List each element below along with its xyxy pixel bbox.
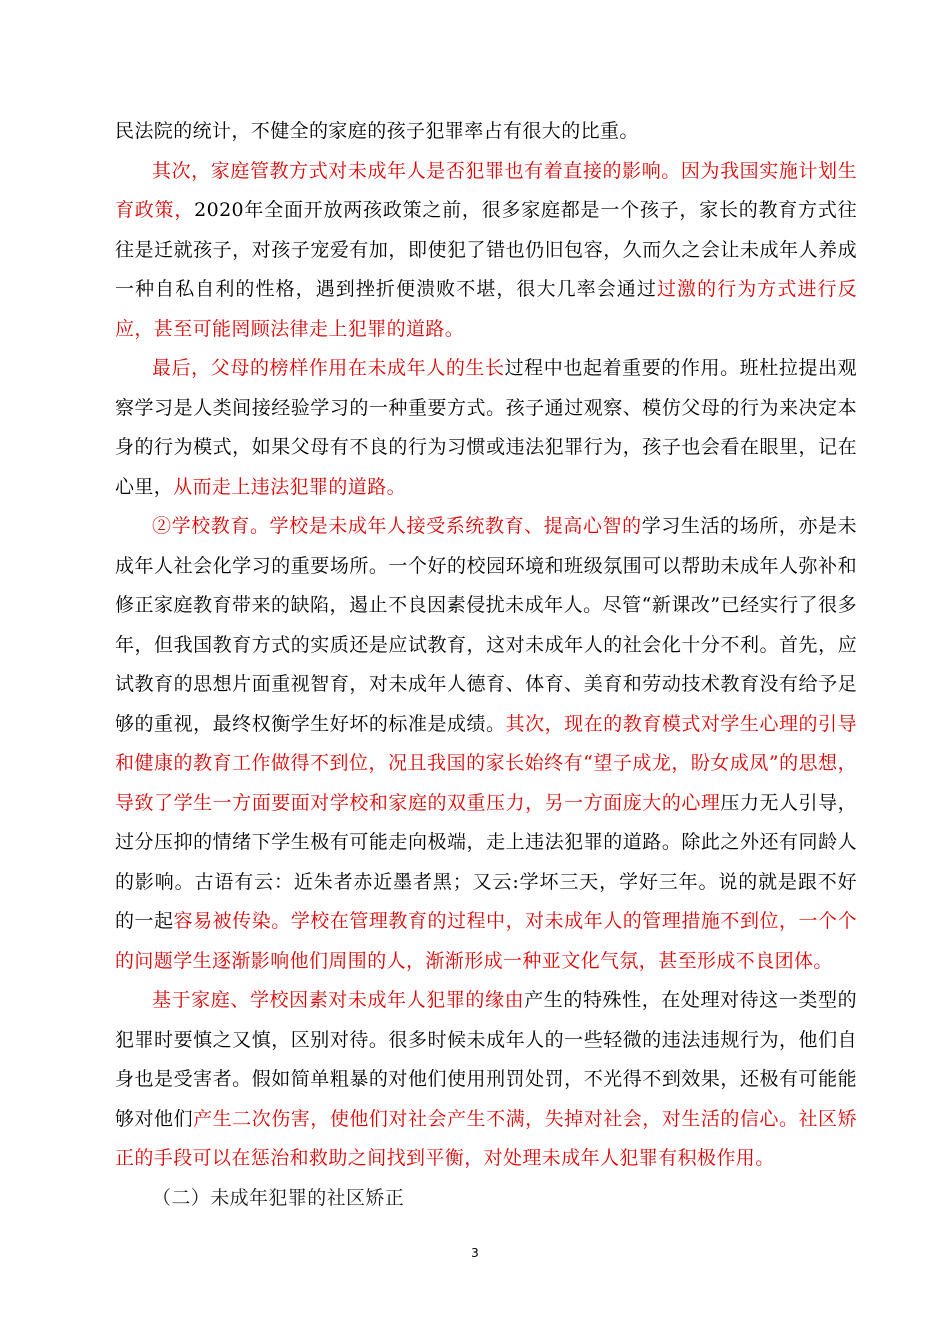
text-run: 产生的特殊性，在处理对待这一类型的犯罪时要慎之又慎，区别对待。很多时候未成年人的一些轻微的违法违规行为，他们自身也是受害者。假如简单粗暴的对他们使用刑罚处罚，不光得不到效果，还极有可能能够对他们 <box>115 989 857 1130</box>
highlighted-text-run: 其次，家庭管教方式对未成年人是否犯罪也有着直接的影响。因为我国实施计划生育政策， <box>115 159 857 221</box>
text-run: 民法院的统计，不健全的家庭的孩子犯罪率占有很大的比重。 <box>115 120 639 142</box>
paragraph <box>115 349 857 507</box>
highlighted-text-run: 其次，现在的教育模式对学生心理的引导和健康的教育工作做得不到位，况且我国的家长始终有“望子成龙，盼女成凤”的思想，导致了学生一方面要面对学校和家庭的双重压力，另一方面庞大的心理 <box>115 712 857 814</box>
highlighted-text-run: 容易被传染。学校在管理教育的过程中，对未成年人的管理措施不到位，一个个的问题学生逐渐影响他们周围的人，渐渐形成一种亚文化气氛，甚至形成不良团体。 <box>115 910 857 972</box>
highlighted-text-run: ②学校教育。学校是未成年人接受系统教育、提高心智的 <box>152 515 642 537</box>
highlighted-text-run: 过激的行为方式进行反应，甚至可能罔顾法律走上犯罪的道路。 <box>115 278 857 340</box>
highlighted-text-run: 产生二次伤害，使他们对社会产生不满，失掉对社会，对生活的信心。社区矫正的手段可以在惩治和救助之间找到平衡，对处理未成年人犯罪有积极作用。 <box>115 1107 857 1169</box>
highlighted-text-run: 基于家庭、学校因素对未成年人犯罪的缘由 <box>152 989 525 1011</box>
text-run: 压力无人引导，过分压抑的情绪下学生极有可能走向极端，走上违法犯罪的道路。除此之外还有同龄人的影响。古语有云：近朱者赤近墨者黑；又云:学坏三天，学好三年。说的就是跟不好的一起 <box>115 791 857 932</box>
highlighted-text-run: 最后，父母的榜样作用在未成年人的生长 <box>152 357 505 379</box>
paragraph <box>115 152 857 350</box>
section-subheading: （二）未成年犯罪的社区矫正 <box>152 1186 405 1209</box>
paragraph <box>115 507 857 981</box>
paragraph <box>115 112 857 152</box>
text-run: 2020年全面开放两孩政策之前，很多家庭都是一个孩子，家长的教育方式往往是迁就孩子，对孩子宠爱有加，即使犯了错也仍旧包容，久而久之会让未成年人养成一种自私自利的性格，遇到挫折便溃败不堪，很大几率会通过 <box>115 199 857 300</box>
page-number: 3 <box>471 1246 479 1260</box>
highlighted-text-run: 从而走上违法犯罪的道路。 <box>173 475 407 498</box>
text-run: 学习生活的场所，亦是未成年人社会化学习的重要场所。一个好的校园环境和班级氛围可以帮助未成年人弥补和修正家庭教育带来的缺陷，遏止不良因素侵扰未成年人。尽管“新课改”已经实行了很多年，但我国教育方式的实质还是应试教育，这对未成年人的社会化十分不利。首先，应试教育的思想片面重视智育，对未成年人德育、体育、美育和劳动技术教育没有给予足够的重视，最终权衡学生好坏的标准是成绩。 <box>115 515 857 735</box>
body-text <box>115 112 857 1218</box>
text-run: 过程中也起着重要的作用。班杜拉提出观察学习是人类间接经验学习的一种重要方式。孩子通过观察、模仿父母的行为来决定本身的行为模式，如果父母有不良的行为习惯或违法犯罪行为，孩子也会看在眼里，记在心里， <box>115 357 857 498</box>
paragraph <box>115 981 857 1179</box>
